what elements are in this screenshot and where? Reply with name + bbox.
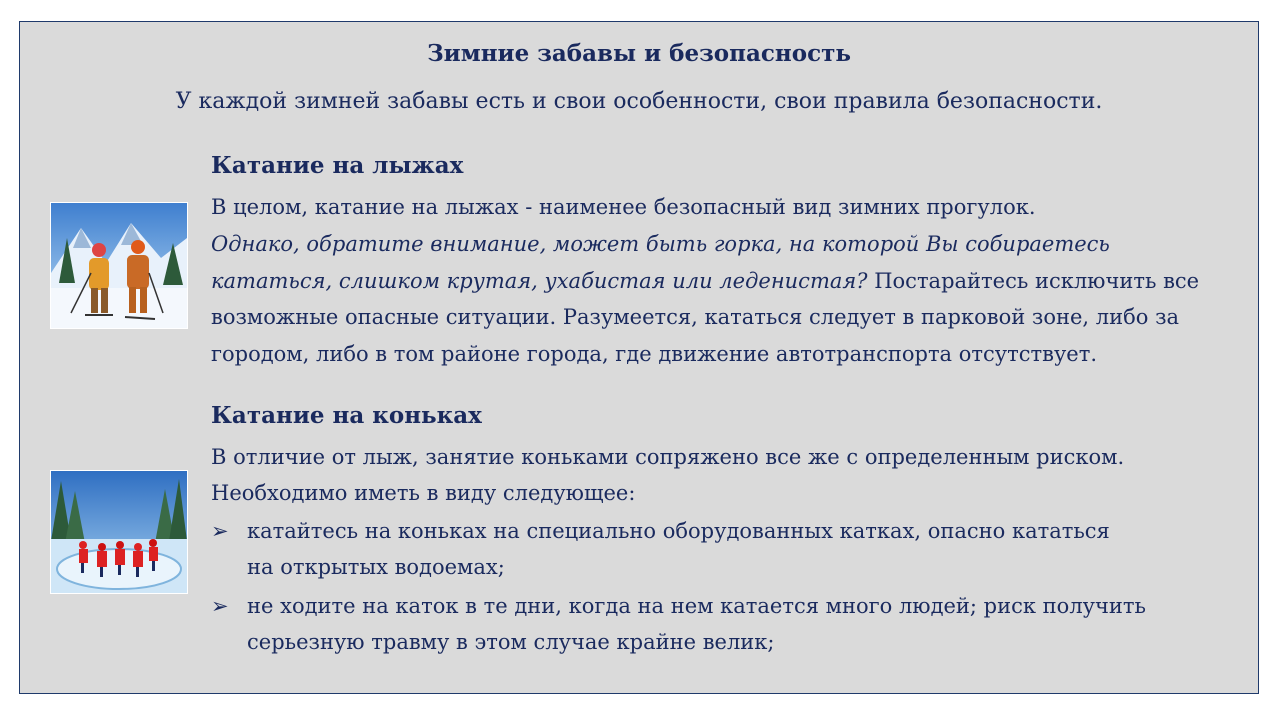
- slide-panel: [19, 21, 1259, 694]
- skating-image: [50, 470, 188, 594]
- skiing-italic-text: Однако, обратите внимание, может быть горка, на которой Вы собираетесь кататься, слишком крутая, ухабистая или леденистая?: [211, 232, 1110, 293]
- skiing-rest-text: Постарайтесь исключить все возможные опасные ситуации. Разумеется, кататься следует в парковой зоне, либо за городом, либо в том районе города, где движение автотранспорта отсутствует.: [211, 268, 1200, 366]
- skiing-image: [50, 202, 188, 329]
- bullet-line2: серьезную травму в этом случае крайне велик;: [247, 630, 775, 654]
- skating-heading: Катание на коньках: [211, 402, 482, 429]
- arrow-bullet-icon: ➢: [211, 594, 229, 618]
- list-item: [211, 588, 1211, 660]
- skiing-line1: В целом, катание на лыжах - наименее безопасный вид зимних прогулок.: [211, 195, 1036, 219]
- skiing-heading: Катание на лыжах: [211, 152, 464, 179]
- skating-intro-line1: В отличие от лыж, занятие коньками сопряжено все же с определенным риском.: [211, 445, 1125, 469]
- skiing-paragraph: [211, 226, 1221, 372]
- arrow-bullet-icon: ➢: [211, 519, 229, 543]
- bullet-line1: не ходите на каток в те дни, когда на нем катается много людей; риск получить: [247, 594, 1146, 618]
- intro-text: У каждой зимней забавы есть и свои особенности, свои правила безопасности.: [175, 89, 1103, 114]
- bullet-line2: на открытых водоемах;: [247, 555, 505, 579]
- bullet-line1: катайтесь на коньках на специально оборудованных катках, опасно кататься: [247, 519, 1110, 543]
- skating-intro-line2: Необходимо иметь в виду следующее:: [211, 481, 636, 505]
- page-title: Зимние забавы и безопасность: [427, 40, 851, 67]
- list-item: [211, 513, 1211, 585]
